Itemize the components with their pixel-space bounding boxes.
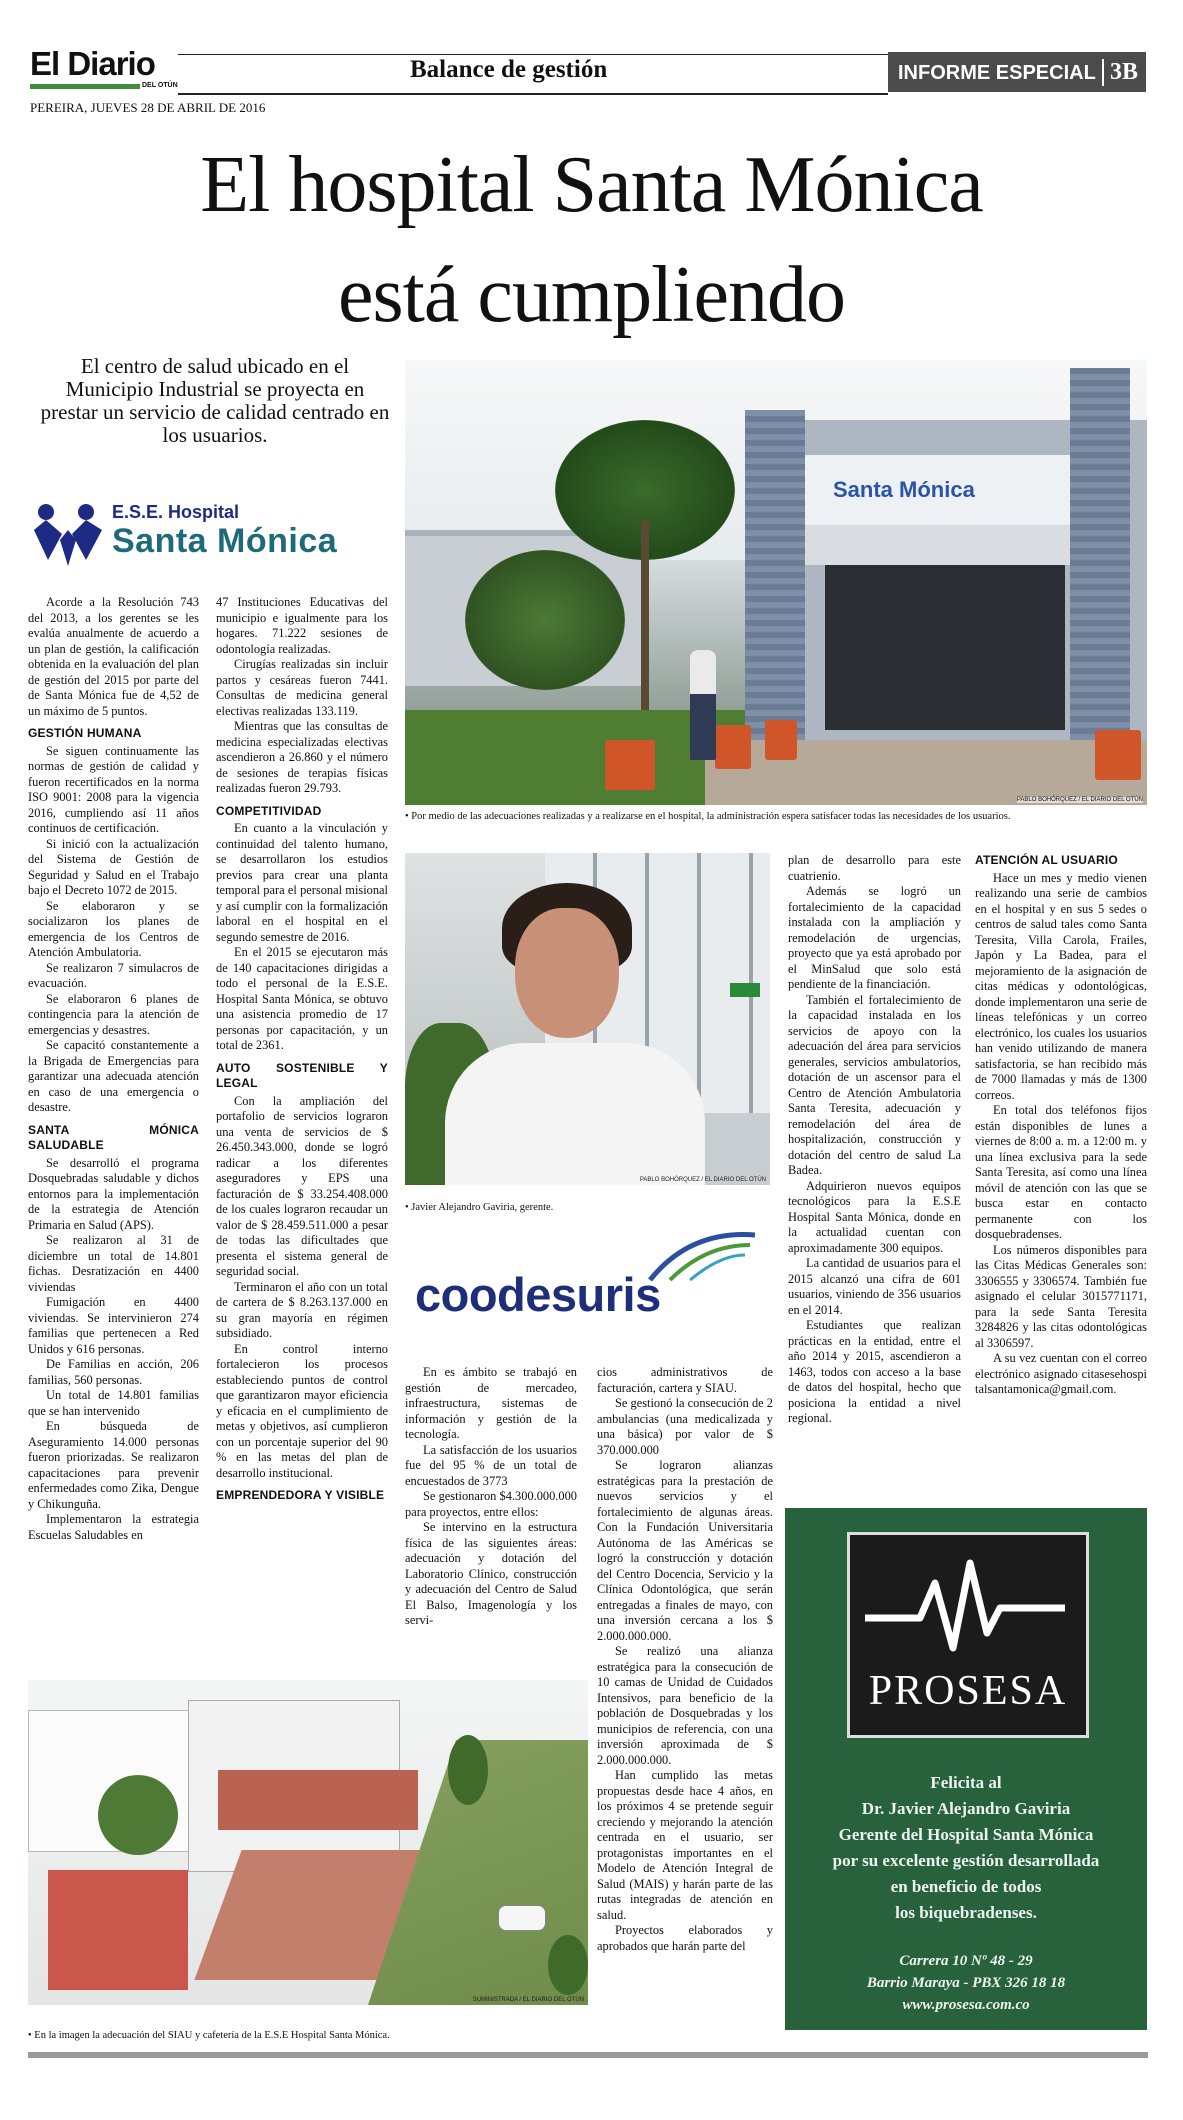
planter-1 <box>605 740 655 790</box>
col2-p2: Cirugías realizadas sin incluir partos y cesáreas fueron 7441. Consultas de medicina general electivas realizadas 133.119. <box>216 657 388 718</box>
ad-line-3: Gerente del Hospital Santa Mónica <box>838 1825 1094 1844</box>
col4-p6: Proyectos elaborados y aprobados que harán parte del <box>597 1923 773 1953</box>
headline-deck: El centro de salud ubicado en el Municipio Industrial se proyecta en prestar un servicio de calidad centrado en los usuarios. <box>40 354 390 447</box>
ad-line-2: Dr. Javier Alejandro Gaviria <box>861 1799 1071 1818</box>
prosesa-ad <box>785 1508 1147 2030</box>
col6-p1: Hace un mes y medio vienen realizando una serie de cambios en el hospital y en sus 5 sedes o centros de salud tales como Santa Teresita, Villa Carola, Frailes, Japón y La Badea, para el mejoramiento de la asignación de citas médicas y odontológicas, donde implementaron una serie de líneas telefónicas y un correo electrónico, los cuales los usuarios han venido utilizando de manera satisfactoria, se han recibido más de 7000 llamadas y más de 1300 correos. <box>975 870 1147 1102</box>
col6-p4: A su vez cuentan con el correo electrónico asignado citasesehospitalsantamonica@gmail.com. <box>975 1351 1147 1396</box>
palm-trunk <box>641 520 649 720</box>
ad-address-1: Carrera 10 Nº 48 - 29 <box>899 1953 1033 1969</box>
render-tree-3 <box>548 1935 588 1995</box>
col2-p3: Mientras que las consultas de medicina especializadas electivas ascendieron a 26.860 y el número de sesiones de terapias físicas realizadas fueron 29.793. <box>216 719 388 795</box>
portrait-photo-credit: PABLO BOHÓRQUEZ / EL DIARIO DEL OTÚN <box>639 1177 766 1183</box>
article-column-3 <box>405 1365 577 1629</box>
prosesa-brand: PROSESA <box>868 1668 1068 1714</box>
article-column-1 <box>28 595 199 1543</box>
col1-p2: Se siguen continuamente las normas de gestión de calidad y fueron recertificados en la norma ISO 9001: 2008 para la vigencia 2016, cumpliendo así 11 años continuos de certificación. <box>28 743 199 835</box>
col2-p7: Terminaron el año con un total de cartera de $ 8.263.137.000 en su gran mayoría en régimen subsidiado. <box>216 1279 388 1340</box>
col2-p1: 47 Instituciones Educativas del municipio e igualmente para los hogares. 71.222 sesiones de odontología realizadas. <box>216 595 388 656</box>
portrait-shirt <box>445 1043 705 1185</box>
siau-cafeteria-render <box>28 1680 588 2005</box>
article-column-4 <box>597 1365 773 1954</box>
portrait-caption: • Javier Alejandro Gaviria, gerente. <box>405 1202 554 1213</box>
col2-p8: En control interno fortalecieron los procesos estableciendo puntos de control que garantizaron mayor eficiencia y eficacia en el cumplimiento de metas y objetivos, así cumplieron con un porcentaje superior del 90 % en las metas del plan de desarrollo institucional. <box>216 1341 388 1480</box>
portrait-face <box>515 908 619 1038</box>
pedestrian <box>690 650 716 760</box>
special-label: INFORME ESPECIAL <box>898 62 1096 84</box>
article-column-5 <box>788 853 961 1427</box>
render-caption: • En la imagen la adecuación del SIAU y cafetería de la E.S.E Hospital Santa Mónica. <box>28 2030 390 2041</box>
col1-p3: Si inició con la actualización del Sistema de Gestión de Seguridad y Salud en el Trabajo bajo el Decreto 1072 de 2015. <box>28 836 199 897</box>
col1-heading-saludable: SANTA MÓNICA SALUDABLE <box>28 1122 199 1152</box>
masthead-logo-underline <box>30 84 140 89</box>
ad-line-6: los biquebradenses. <box>895 1903 1037 1922</box>
col2-heading-emprendedora: EMPRENDEDORA Y VISIBLE <box>216 1488 385 1502</box>
hospital-logo-icon <box>28 500 108 568</box>
heartbeat-icon <box>865 1553 1065 1663</box>
hospital-logo-line1: E.S.E. Hospital <box>112 502 240 522</box>
render-tree-1 <box>98 1775 178 1855</box>
entrance-canopy <box>805 525 1070 565</box>
col1-p1: Acorde a la Resolución 743 del 2013, a los gerentes se les evalúa anualmente de acuerdo a un plan de gestión, la calificación obtenida en la evaluación del plan de gestión del 2015 por parte del de Santa Mónica fue de 4,52 de un máximo de 5 puntos. <box>28 595 199 718</box>
exit-sign <box>730 983 760 997</box>
col4-p1: cios administrativos de facturación, cartera y SIAU. <box>597 1365 773 1395</box>
col1-p9: Se realizaron al 31 de diciembre un total de 14.801 fichas. Desratización en 4400 viviendas <box>28 1233 199 1294</box>
masthead-logo <box>30 46 180 96</box>
col1-p12: Un total de 14.801 familias que se han intervenido <box>28 1388 199 1418</box>
planter-2 <box>715 725 751 769</box>
entrance-doorway <box>825 560 1065 730</box>
article-column-2 <box>216 595 388 1506</box>
masthead-logo-text: El Diario <box>30 45 155 82</box>
header-date: PEREIRA, JUEVES 28 DE ABRIL DE 2016 <box>30 100 266 115</box>
facade-sign-band <box>805 455 1070 525</box>
headline-line2: está cumpliendo <box>337 251 846 339</box>
col5-p6: Estudiantes que realizan prácticas en la entidad, entre el año 2014 y 2015, ascendieron a 1463, todos con acceso a la base de datos del hospital, hecho que posiciona la entidad a nivel regional. <box>788 1318 961 1425</box>
col2-p4: En cuanto a la vinculación y continuidad del talento humano, se desarrollaron los estudios previos para crear una planta temporal para el personal misional y así cumplir con la formalización laboral en el hospital en el segundo semestre de 2016. <box>216 821 388 944</box>
col1-p11: De Familias en acción, 206 familias, 560 personas. <box>28 1357 199 1387</box>
ad-address-2: Barrio Maraya - PBX 326 18 18 <box>866 1975 1066 1991</box>
col2-heading-auto: AUTO SOSTENIBLE Y LEGAL <box>216 1060 388 1090</box>
coodesuris-logo <box>415 1225 765 1335</box>
page-number: 3B <box>1102 59 1138 86</box>
col4-p2: Se gestionó la consecución de 2 ambulancias (una medicalizada y una básica) por valor de $ 370.000.000 <box>597 1396 773 1457</box>
header-rule <box>178 54 888 55</box>
col4-p5: Han cumplido las metas propuestas desde hace 4 años, en los próximos 4 se pretende seguir creciendo y mejorando la atención centrada en el usuario, ser protagonistas importantes en el Modelo de Atención Integral de Salud (MAIS) y harán parte de las rutas integradas de atención en salud. <box>597 1768 773 1922</box>
facade-pillar-right <box>1070 368 1130 740</box>
manager-portrait-photo <box>405 853 770 1185</box>
ad-line-4: por su excelente gestión desarrollada <box>832 1851 1100 1870</box>
section-title: Balance de gestión <box>410 56 608 83</box>
render-red-floor <box>48 1870 188 1990</box>
main-photo-caption: • Por medio de las adecuaciones realizadas y a realizarse en el hospital, la administración espera satisfacer todas las necesidades de los usuarios. <box>405 811 1011 822</box>
ad-line-1: Felicita al <box>930 1773 1002 1792</box>
col2-p6: Con la ampliación del portafolio de servicios lograron una venta de servicios de $ 26.450.343.000, donde se logró radicar a los diferentes aseguradores y EPS una facturación de $ 33.254.408.000 de los cuales lograron recaudar un valor de $ 28.459.511.000 a pesar de todas las dificultades que presenta el sistema general de seguridad social. <box>216 1093 388 1278</box>
col3-p3: Se gestionaron $4.300.000.000 para proyectos, entre ellos: <box>405 1489 577 1519</box>
col4-p4: Se realizó una alianza estratégica para la consecución de 10 camas de Unidad de Cuidados Intensivos, para beneficio de la población de Dosquebradas y los municipios de referencia, con una inversión aproximada de $ 2.000.000.000. <box>597 1644 773 1767</box>
col1-p8: Se desarrolló el programa Dosquebradas saludable y dichos entornos para la implementación de la estrategia de Atención Primaria en Salud (APS). <box>28 1155 199 1232</box>
ad-website: www.prosesa.com.co <box>902 1997 1030 2013</box>
header-bottom-rule <box>178 93 888 95</box>
hospital-logo <box>28 500 398 570</box>
tree-cluster <box>465 550 625 690</box>
col1-p4: Se elaboraron y se socializaron los planes de emergencia de los Centros de Atención Ambulatoria. <box>28 898 199 959</box>
render-car <box>498 1905 546 1931</box>
col1-p5: Se realizaron 7 simulacros de evacuación. <box>28 960 199 990</box>
col5-p2: Además se logró un fortalecimiento de la capacidad instalada con la ampliación y remodelación de urgencias, proyecto que ya está aprobado por el MinSalud que solo está pendiente de la financiación. <box>788 884 961 991</box>
prosesa-logo-box <box>847 1532 1089 1738</box>
col6-p3: Los números disponibles para las Citas Médicas Generales son: 3306555 y 3306574. También fue asignado el celular 3015771171, para la sede Santa Teresita 3284826 y las citas odontológicas al 3306597. <box>975 1242 1147 1350</box>
col6-heading-atencion: ATENCIÓN AL USUARIO <box>975 853 1118 867</box>
col5-p1: plan de desarrollo para este cuatrienio. <box>788 853 961 883</box>
planter-4 <box>1095 730 1141 780</box>
render-photo-credit: SUMINISTRADA / EL DIARIO DEL OTÚN <box>472 1997 584 2003</box>
col5-p5: La cantidad de usuarios para el 2015 alcanzó una cifra de 601 usuarios, viniendo de 356 usuarios en el 2014. <box>788 1256 961 1317</box>
hospital-building-photo <box>405 360 1147 805</box>
facade-pillar-left <box>745 410 805 740</box>
article-column-6 <box>975 853 1147 1398</box>
page-footer-bar <box>28 2052 1148 2058</box>
col6-p2: En total dos teléfonos fijos están disponibles de lunes a viernes de 8:00 a. m. a 12:00 m. y una línea exclusiva para la sede Santa Teresita, así como una línea móvil de atención con las que se busca estar en contacto permanente con los dosquebradenses. <box>975 1103 1147 1241</box>
hospital-logo-line2: Santa Mónica <box>112 522 338 560</box>
planter-3 <box>765 720 797 760</box>
col4-p3: Se lograron alianzas estratégicas para la prestación de nuevos servicios y el fortalecimiento de algunas áreas. Con la Fundación Universitaria Autónoma de las Américas se logró la construcción y dotación del Centro Docencia, Servicio y la Clínica Odontológica, que serán entregadas a finales de mayo, con una inversión cercana a los $ 2.000.000.000. <box>597 1458 773 1643</box>
render-tree-2 <box>448 1735 488 1805</box>
col3-p4: Se intervino en la estructura física de las siguientes áreas: adecuación y dotación del Laboratorio Clínico, construcción y adecuación del Centro de Salud El Balso, Imagenología y los servi- <box>405 1520 577 1627</box>
building-sign: Santa Mónica <box>833 477 975 502</box>
special-banner <box>888 52 1146 92</box>
render-roof <box>218 1770 418 1830</box>
main-photo-credit: PABLO BOHÓRQUEZ / EL DIARIO DEL OTÚN <box>1016 797 1143 803</box>
col2-heading-competitividad: COMPETITIVIDAD <box>216 803 322 818</box>
col1-heading-gestion: GESTIÓN HUMANA <box>28 726 142 740</box>
col5-p4: Adquirieron nuevos equipos tecnológicos para la E.S.E Hospital Santa Mónica, donde en la actualidad cuentan con aproximadamente 300 equipos. <box>788 1178 961 1255</box>
col1-p7: Se capacitó constantemente a la Brigada de Emergencias para garantizar una adecuada atención en caso de una emergencia o desastre. <box>28 1038 199 1114</box>
col3-p2: La satisfacción de los usuarios fue del 95 % de un total de encuestados de 3773 <box>405 1442 577 1488</box>
coodesuris-wordmark: coodesuris <box>415 1268 661 1321</box>
col1-p6: Se elaboraron 6 planes de contingencia para la atención de emergencias y desastres. <box>28 991 199 1037</box>
col1-p10: Fumigación en 4400 viviendas. Se intervinieron 274 familias que pertenecen a Red Unidos y 616 personas. <box>28 1295 199 1356</box>
col5-p3: También el fortalecimiento de la capacidad instalada en los servicios de apoyo con la adecuación del área para servicios generales, servicios ambulatorios, dotación de un ascensor para el Centro de Atención Ambulatoria Santa Teresita, adecuación y remodelación del área de hospitalización, construcción y dotación del centro de salud La Badea. <box>788 992 961 1177</box>
headline-line1: El hospital Santa Mónica <box>200 141 983 229</box>
ad-line-5: en beneficio de todos <box>890 1877 1042 1896</box>
col1-p13: En búsqueda de Aseguramiento 14.000 personas fueron priorizadas. Se realizaron capacitaciones para prevenir enfermedades como Zika, Dengue y Chikunguña. <box>28 1419 199 1511</box>
col3-p1: En es ámbito se trabajó en gestión de mercadeo, infraestructura, sistemas de información y gestión de la tecnología. <box>405 1365 577 1441</box>
masthead-logo-sub: DEL OTÚN <box>142 82 178 89</box>
col1-p14: Implementaron la estrategia Escuelas Saludables en <box>28 1512 199 1542</box>
col2-p5: En el 2015 se ejecutaron más de 140 capacitaciones dirigidas a todo el personal de la E.S.E. Hospital Santa Mónica, se obtuvo una asistencia promedio de 17 personas por capacitación, y un total de 2361. <box>216 945 388 1052</box>
